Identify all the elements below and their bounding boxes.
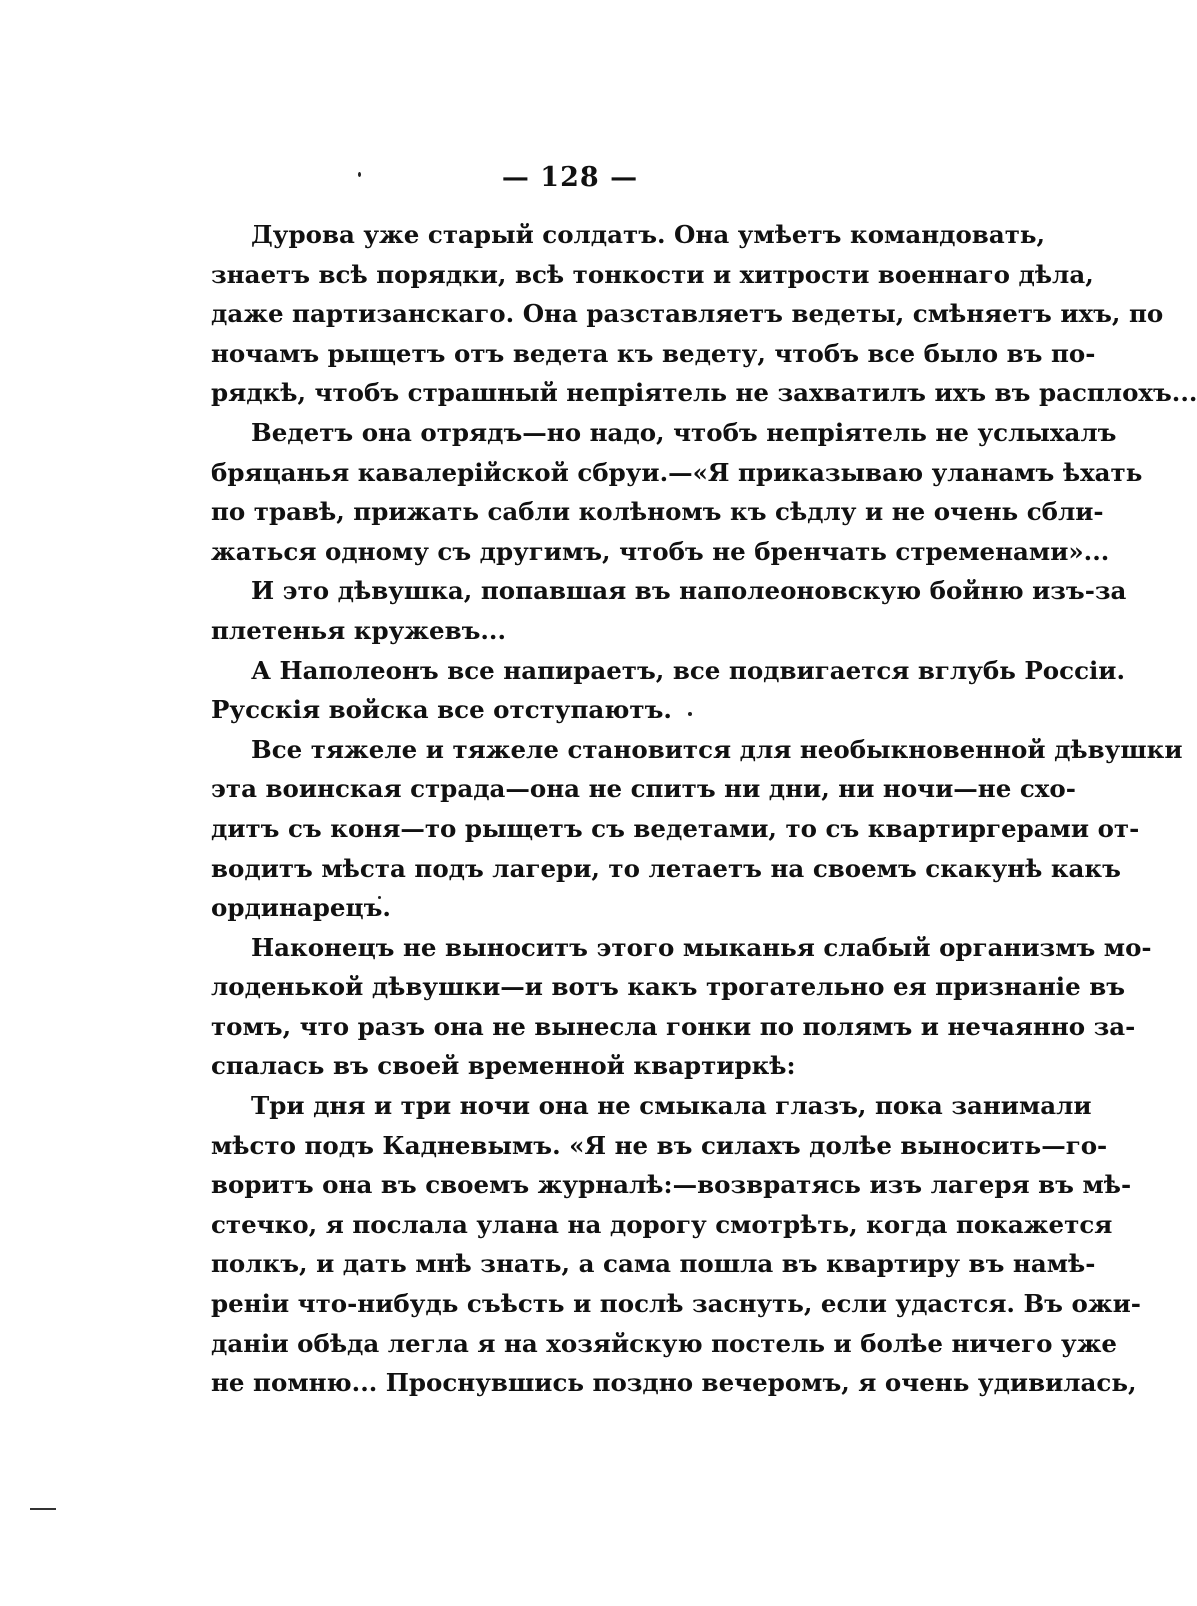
text-line: Ведетъ она отрядъ—но надо, чтобъ непріятель не услыхалъ [251, 417, 1117, 447]
text-line: томъ, что разъ она не вынесла гонки по полямъ и нечаянно за- [211, 1011, 1136, 1041]
text-line: водитъ мѣста подъ лагери, то летаетъ на своемъ скакунѣ какъ [211, 853, 1121, 883]
text-line: Наконецъ не выноситъ этого мыканья слабый организмъ мо- [251, 932, 1152, 962]
text-line: ординарецъ. [211, 893, 391, 923]
text-line: спалась въ своей временной квартиркѣ: [211, 1051, 796, 1081]
text-line: лоденькой дѣвушки—и вотъ какъ трогательно ея признаніе въ [211, 972, 1126, 1002]
text-line: жаться одному съ другимъ, чтобъ не бренчать стременами»... [211, 536, 1110, 566]
text-line: Дурова уже старый солдатъ. Она умѣетъ командовать, [251, 220, 1046, 249]
text-line: Три дня и три ночи она не смыкала глазъ, пока занимали [251, 1091, 1092, 1121]
text-line: бряцанья кавалерійской сбруи.—«Я приказываю уланамъ ѣхать [211, 457, 1143, 487]
text-line: мѣсто подъ Кадневымъ. «Я не въ силахъ долѣе выносить—го- [211, 1130, 1108, 1160]
text-line: ночамъ рыщетъ отъ ведета къ ведету, чтобъ все было въ по- [211, 338, 1096, 368]
text-line: по травѣ, прижать сабли колѣномъ къ сѣдлу и не очень сбли- [211, 497, 1104, 527]
text-line: знаетъ всѣ порядки, всѣ тонкости и хитрости военнаго дѣла, [211, 259, 1094, 289]
text-line: воритъ она въ своемъ журналѣ:—возвратясь изъ лагеря въ мѣ- [211, 1170, 1132, 1200]
text-line: Все тяжеле и тяжеле становится для необыкновенной дѣвушки [251, 734, 1183, 764]
text-line: плетенья кружевъ... [211, 615, 506, 645]
text-line: А Наполеонъ все напираетъ, все подвигается вглубь Россіи. [251, 655, 1125, 685]
text-line: стечко, я послала улана на дорогу смотрѣть, когда покажется [211, 1209, 1113, 1239]
body-text [211, 215, 1197, 1403]
text-line: полкъ, и дать мнѣ знать, а сама пошла въ квартиру въ намѣ- [211, 1249, 1096, 1279]
text-line: дитъ съ коня—то рыщетъ съ ведетами, то съ квартиргерами от- [211, 813, 1140, 843]
text-line: реніи что-нибудь съѣсть и послѣ заснуть, если удастся. Въ ожи- [211, 1289, 1141, 1319]
text-line: эта воинская страда—она не спитъ ни дни, ни ночи—не схо- [211, 774, 1076, 804]
margin-mark [30, 1508, 56, 1510]
page-number: — 128 — [501, 162, 639, 193]
text-line: даже партизанскаго. Она разставляетъ ведеты, смѣняетъ ихъ, по [211, 299, 1164, 329]
text-line: Русскія войска все отступаютъ. [211, 695, 672, 725]
text-line: даніи обѣда легла я на хозяйскую постель и болѣе ничего уже [211, 1328, 1118, 1358]
text-line: И это дѣвушка, попавшая въ наполеоновскую бойню изъ-за [251, 576, 1127, 606]
text-line: не помню... Проснувшись поздно вечеромъ, я очень удивилась, [211, 1368, 1137, 1398]
text-line: рядкѣ, чтобъ страшный непріятель не захватилъ ихъ въ расплохъ... [211, 378, 1197, 408]
